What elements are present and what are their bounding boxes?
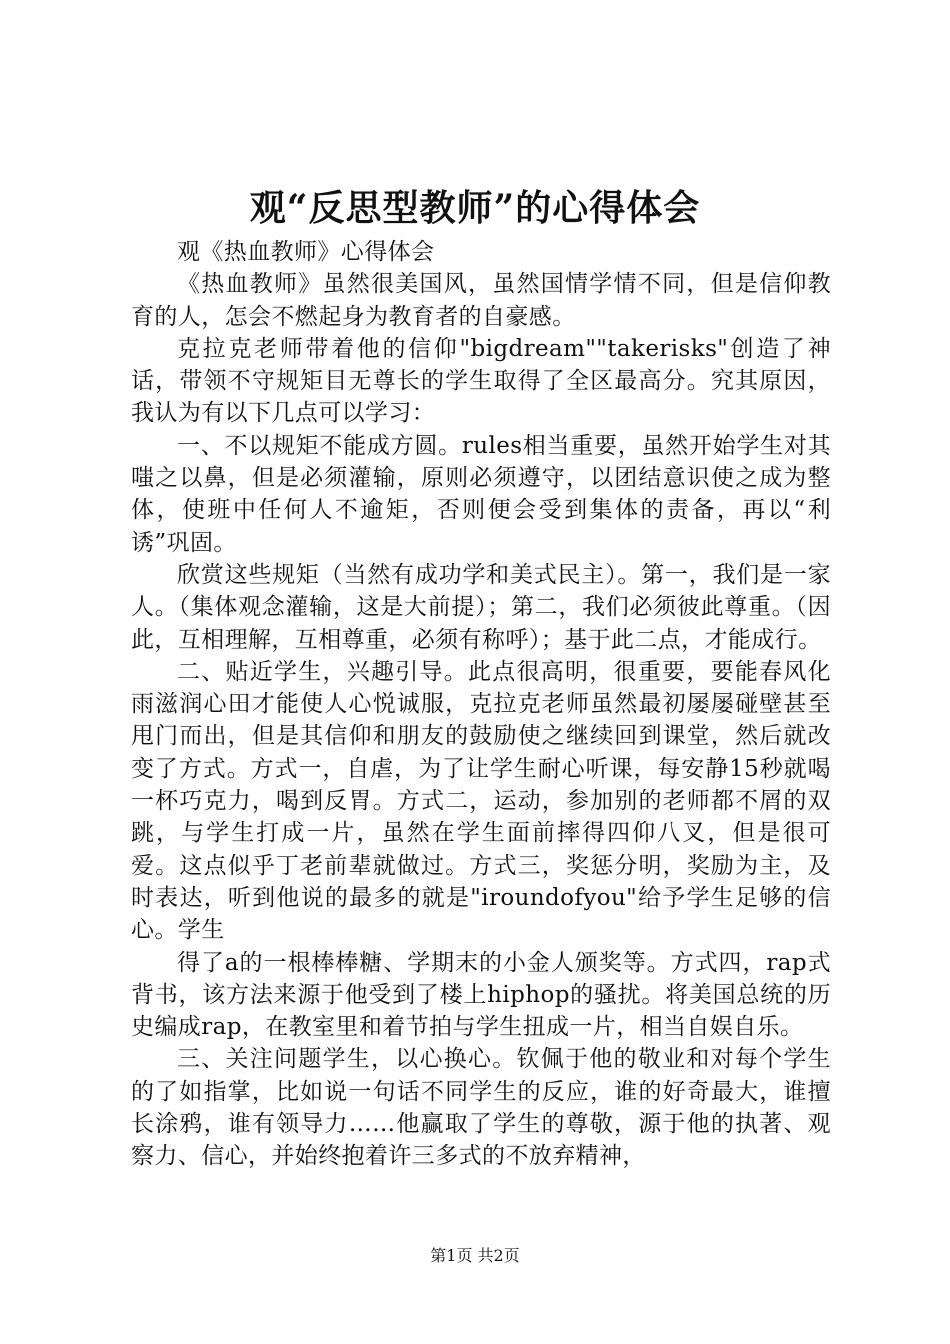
paragraph-subtitle: 观《热血教师》心得体会 [177,239,435,265]
document-title: 观“反思型教师”的心得体会 [249,187,701,229]
paragraph: 《热血教师》虽然很美国风，虽然国情学情不同，但是信仰教育的人，怎会不燃起身为教育者的自豪感。 [131,271,831,330]
page-footer: 第1页 共2页 [430,1246,520,1265]
paragraph: 一、不以规矩不能成方圆。rules相当重要，虽然开始学生对其嗤之以鼻，但是必须灌输，原则必须遵守，以团结意识使之成为整体，使班中任何人不逾矩，否则便会受到集体的责备，再以“利诱”巩固。 [131,432,831,556]
paragraph: 克拉克老师带着他的信仰"bigdream""takerisks"创造了神话，带领不守规矩目无尊长的学生取得了全区最高分。究其原因，我认为有以下几点可以学习： [131,335,831,427]
paragraph: 二、贴近学生，兴趣引导。此点很高明，很重要，要能春风化雨滋润心田才能使人心悦诚服，克拉克老师虽然最初屡屡碰壁甚至甩门而出，但是其信仰和朋友的鼓励使之继续回到课堂，然后就改变了方式。方式一，自虐，为了让学生耐心听课，每安静15秒就喝一杯巧克力，喝到反胃。方式二，运动，参加别的老师都不屑的双跳，与学生打成一片，虽然在学生面前摔得四仰八叉，但是很可爱。这点似乎丁老前辈就做过。方式三，奖惩分明，奖励为主，及时表达，听到他说的最多的就是"iroundofyou"给予学生足够的信心。学生 [131,658,831,944]
document-body [131,236,831,1173]
paragraph: 欣赏这些规矩（当然有成功学和美式民主）。第一，我们是一家人。（集体观念灌输，这是大前提）；第二，我们必须彼此尊重。（因此，互相理解，互相尊重，必须有称呼）；基于此二点，才能成行。 [131,561,831,653]
paragraph: 三、关注问题学生，以心换心。钦佩于他的敬业和对每个学生的了如指掌，比如说一句话不同学生的反应，谁的好奇最大，谁擅长涂鸦，谁有领导力……他赢取了学生的尊敬，源于他的执著、观察力、信心，并始终抱着许三多式的不放弃精神， [131,1046,831,1170]
paragraph: 得了a的一根棒棒糖、学期末的小金人颁奖等。方式四，rap式背书，该方法来源于他受到了楼上hiphop的骚扰。将美国总统的历史编成rap，在教室里和着节拍与学生扭成一片，相当自娱自乐。 [131,949,831,1041]
